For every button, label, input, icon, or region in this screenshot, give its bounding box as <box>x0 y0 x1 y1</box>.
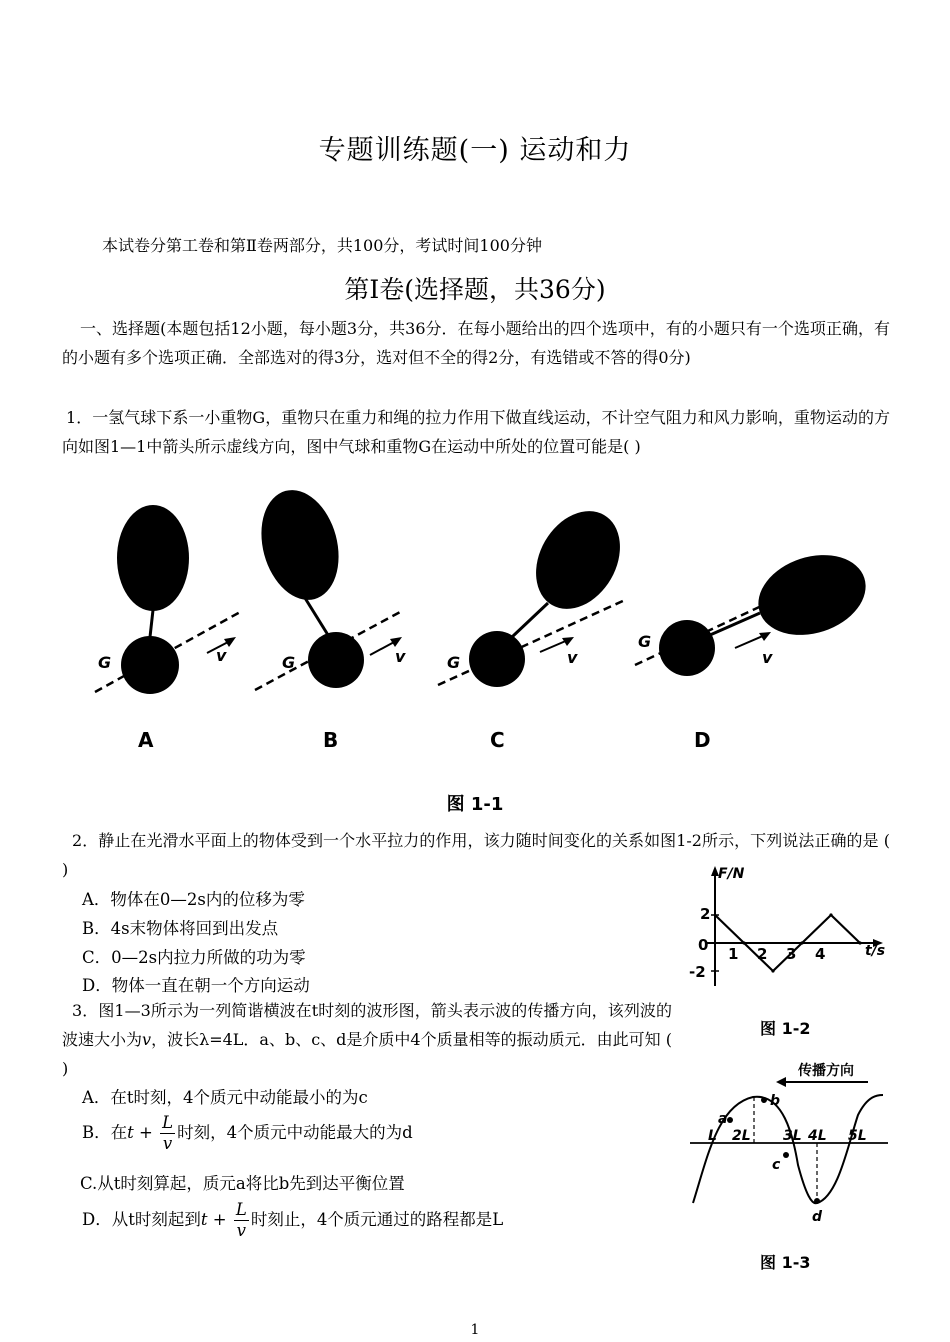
label-v-c: v <box>567 648 578 667</box>
point-b: b <box>770 1093 781 1109</box>
figure-1-2-caption: 图 1-2 <box>760 1019 811 1038</box>
q2-option-b: B．4s末物体将回到出发点 <box>82 919 279 938</box>
y-tick-neg2: -2 <box>689 963 706 981</box>
point-a: a <box>718 1111 728 1127</box>
q3-option-b <box>82 1113 413 1154</box>
section-instructions: 一、选择题(本题包括12小题，每小题3分，共36分．在每小题给出的四个选项中，有的小题只有一个选项正确，有的小题有多个选项正确．全部选对的得3分，选对但不全的得2分，有选错或不答的得0分) <box>62 319 890 367</box>
label-v-d: v <box>762 648 773 667</box>
q3-b-t: t <box>127 1123 134 1142</box>
figure-1-1 <box>80 485 880 765</box>
q3-stem-part2: ，波长λ=4L．a、b、c、d是介质中4个质量相等的振动质元．由此可知 ( ) <box>62 1030 672 1078</box>
q3-b-plus: + <box>139 1123 153 1142</box>
x-label-3L: 3L <box>783 1128 802 1144</box>
q3-d-fraction <box>234 1200 249 1241</box>
q3-d-t: t <box>200 1210 208 1229</box>
label-g-d: G <box>638 632 652 651</box>
q3-option-b-post: 时刻，4个质元中动能最大的为d <box>177 1123 413 1142</box>
figure-1-3-caption: 图 1-3 <box>760 1253 811 1272</box>
q3-option-d-pre: D．从t时刻起到 <box>82 1210 201 1229</box>
label-g-c: G <box>447 653 461 672</box>
diagram-d <box>635 542 876 752</box>
figure-1-3-wave <box>688 1055 893 1230</box>
x-label-5L: 5L <box>848 1128 867 1144</box>
data-point-2 <box>771 969 774 972</box>
x-tick-0: 0 <box>698 936 709 954</box>
diagram-c <box>438 496 637 752</box>
q3-option-d <box>82 1200 503 1241</box>
x-tick-2: 2 <box>757 945 768 963</box>
label-a: A <box>138 728 154 752</box>
x-label-4L: 4L <box>808 1128 827 1144</box>
label-v-a: v <box>216 646 227 665</box>
q3-d-denominator: v <box>236 1221 246 1240</box>
q3-option-c: C.从t时刻算起，质元a将比b先到达平衡位置 <box>80 1174 405 1193</box>
q3-d-numerator: L <box>235 1200 247 1219</box>
label-d: D <box>694 728 711 752</box>
page-number: 1 <box>470 1322 480 1338</box>
data-point-4 <box>829 913 832 916</box>
data-point-5 <box>858 941 861 944</box>
q2-option-d: D．物体一直在朝一个方向运动 <box>82 976 310 995</box>
q2-option-a: A．物体在0—2s内的位移为零 <box>82 890 305 909</box>
question-3-stem <box>62 996 672 1083</box>
q3-stem-part1: 3．图1—3所示为一列简谐横波在t时刻的波形图，箭头表示波的传播方向，该列波的波速大小为 <box>62 1001 672 1049</box>
diagram-b <box>250 485 406 752</box>
direction-arrowhead <box>776 1077 786 1087</box>
figure-1-1-caption: 图 1-1 <box>446 794 504 815</box>
point-b-dot <box>761 1097 767 1103</box>
question-2-stem: 2．静止在光滑水平面上的物体受到一个水平拉力的作用，该力随时间变化的关系如图1-2所示，下列说法正确的是 ( ) <box>62 831 890 879</box>
y-tick-2: 2 <box>700 905 711 923</box>
x-tick-4: 4 <box>815 945 826 963</box>
point-d: d <box>812 1209 823 1225</box>
label-g-b: G <box>282 653 296 672</box>
q3-b-fraction <box>160 1113 175 1154</box>
q3-option-d-post: 时刻止，4个质元通过的路程都是L <box>250 1210 504 1229</box>
y-axis-label: F/N <box>718 866 745 882</box>
exam-note: 本试卷分第工卷和第Ⅱ卷两部分，共100分，考试时间100分钟 <box>102 236 542 255</box>
q3-option-a: A．在t时刻，4个质元中动能最小的为c <box>82 1088 368 1107</box>
direction-label: 传播方向 <box>798 1063 854 1079</box>
q3-b-denominator: v <box>162 1134 173 1153</box>
x-label-2L: 2L <box>732 1128 751 1144</box>
label-c: C <box>490 728 505 752</box>
x-tick-1: 1 <box>728 945 739 963</box>
q2-option-c: C．0—2s内拉力所做的功为零 <box>82 948 306 967</box>
figure-1-2-chart <box>685 858 895 998</box>
diagram-a <box>95 505 242 752</box>
x-axis-label: t/s <box>865 943 886 959</box>
volume-heading: 第Ⅰ卷(选择题，共36分) <box>344 275 606 304</box>
label-b: B <box>323 728 339 752</box>
x-label-L: L <box>708 1128 717 1144</box>
point-a-dot <box>727 1117 733 1123</box>
q3-speed-symbol: v <box>142 1030 152 1049</box>
label-v-b: v <box>395 647 406 666</box>
q3-option-b-pre: B．在 <box>82 1123 128 1142</box>
data-point-3 <box>800 941 803 944</box>
q3-b-numerator: L <box>162 1113 174 1132</box>
point-c-dot <box>783 1152 789 1158</box>
point-d-dot <box>814 1198 820 1204</box>
data-point-1 <box>742 941 745 944</box>
point-c: c <box>772 1157 781 1173</box>
page-title: 专题训练题(一) 运动和力 <box>318 135 632 166</box>
x-tick-3: 3 <box>786 945 797 963</box>
question-1-stem: 1．一氢气球下系一小重物G，重物只在重力和绳的拉力作用下做直线运动，不计空气阻力和风力影响，重物运动的方向如图1—1中箭头所示虚线方向，图中气球和重物G在运动中所处的位置可能是( ) <box>62 408 890 456</box>
label-g-a: G <box>98 653 112 672</box>
q3-d-plus: + <box>212 1210 227 1229</box>
